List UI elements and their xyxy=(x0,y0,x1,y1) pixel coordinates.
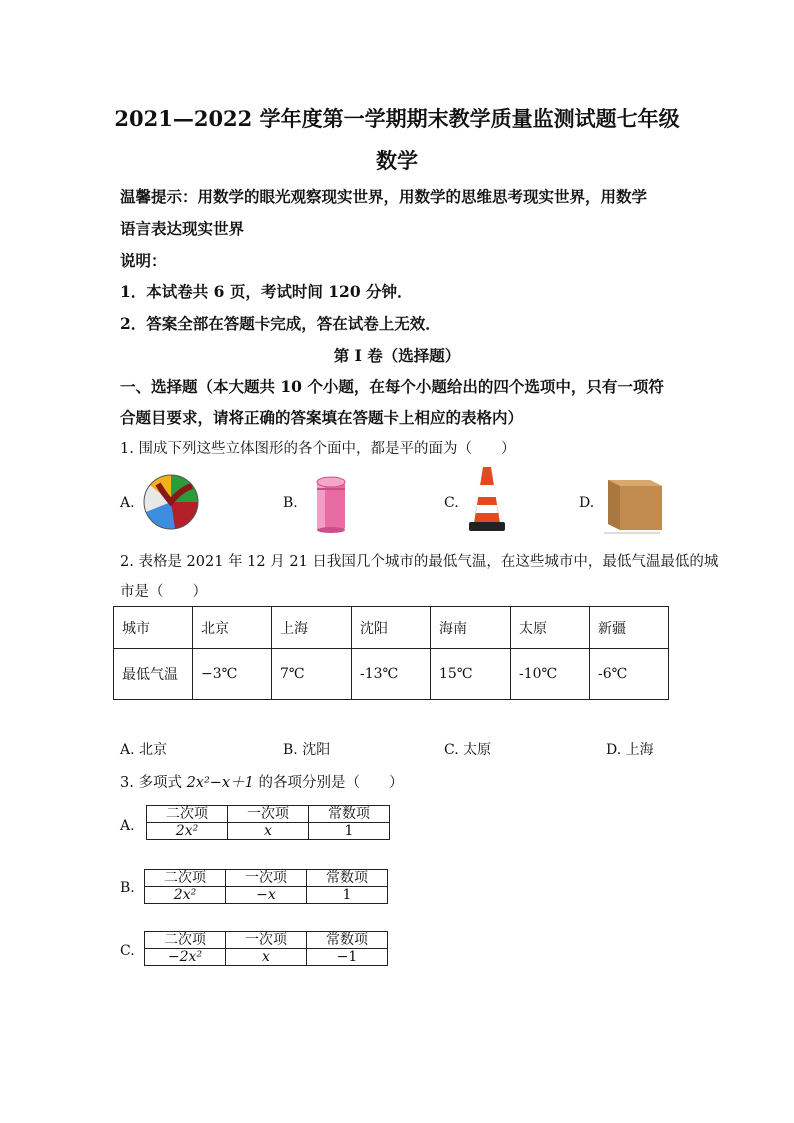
table-cell: 新疆 xyxy=(590,607,669,649)
cardboard-box-icon xyxy=(600,474,664,536)
table-cell: 海南 xyxy=(431,607,511,649)
q3-stem-suffix: 的各项分别是（ ） xyxy=(253,775,404,791)
page-title: 2021—2022 学年度第一学期期末教学质量监测试题七年级 xyxy=(114,106,680,131)
table-cell: 上海 xyxy=(272,607,352,649)
table-row xyxy=(145,932,388,949)
table-row xyxy=(145,949,388,966)
q3-option-a-label: A. xyxy=(120,818,135,834)
q1-option-b-label: B. xyxy=(283,495,298,511)
temperature-table xyxy=(113,606,669,700)
table-cell: x xyxy=(228,823,309,840)
q3-option-c-table xyxy=(144,931,388,966)
table-cell: 二次项 xyxy=(145,932,226,949)
q2-option-b: B. 沈阳 xyxy=(283,742,331,758)
table-cell: -10℃ xyxy=(511,649,590,700)
table-cell: 2x² xyxy=(145,887,226,904)
table-row xyxy=(114,649,669,700)
q2-option-a: A. 北京 xyxy=(120,742,168,758)
pink-cylinder-icon xyxy=(314,474,348,534)
table-cell: 北京 xyxy=(193,607,272,649)
table-cell: −2x² xyxy=(145,949,226,966)
q1-stem: 1. 围成下列这些立体图形的各个面中，都是平的面为（ ） xyxy=(120,441,516,457)
note-label: 说明： xyxy=(120,251,167,270)
table-cell: −x xyxy=(226,887,307,904)
table-cell: -6℃ xyxy=(590,649,669,700)
table-cell: -13℃ xyxy=(352,649,431,700)
q3-stem xyxy=(120,771,403,792)
q3-option-b-label: B. xyxy=(120,880,135,896)
subject-title: 数学 xyxy=(376,148,418,173)
table-cell: 常数项 xyxy=(309,806,390,823)
traffic-cone-icon xyxy=(467,465,507,535)
q1-option-d-label: D. xyxy=(579,495,595,511)
table-cell: 太原 xyxy=(511,607,590,649)
q2-option-d: D. 上海 xyxy=(606,742,654,758)
table-cell: −1 xyxy=(307,949,388,966)
table-row xyxy=(145,887,388,904)
q3-polynomial: 2x²−x＋1 xyxy=(186,775,254,791)
table-cell: 2x² xyxy=(147,823,228,840)
table-cell: 一次项 xyxy=(226,932,307,949)
q3-stem-prefix: 3. 多项式 xyxy=(120,775,187,791)
table-row xyxy=(145,870,388,887)
table-cell: 一次项 xyxy=(226,870,307,887)
table-row xyxy=(147,823,390,840)
part1-heading: 第 I 卷（选择题） xyxy=(333,346,461,365)
table-cell: 常数项 xyxy=(307,870,388,887)
tip-line-2: 语言表达现实世界 xyxy=(120,219,245,238)
section-line-1: 一、选择题（本大题共 10 个小题，在每个小题给出的四个选项中，只有一项符 xyxy=(120,377,664,396)
tip-line-1: 温馨提示：用数学的眼光观察现实世界，用数学的思维思考现实世界，用数学 xyxy=(120,187,648,206)
table-cell: 城市 xyxy=(114,607,193,649)
q3-option-c-label: C. xyxy=(120,943,135,959)
table-cell: 二次项 xyxy=(147,806,228,823)
table-cell: 1 xyxy=(307,887,388,904)
q2-stem-line-1: 2. 表格是 2021 年 12 月 21 日我国几个城市的最低气温，在这些城市中，最低气温最低的城 xyxy=(120,554,719,570)
q2-stem-line-2: 市是（ ） xyxy=(120,584,207,600)
table-cell: −3℃ xyxy=(193,649,272,700)
beach-ball-icon xyxy=(140,472,202,532)
q1-option-c-label: C. xyxy=(444,495,459,511)
q2-option-c: C. 太原 xyxy=(444,742,492,758)
table-cell: 一次项 xyxy=(228,806,309,823)
table-row xyxy=(147,806,390,823)
table-cell: 15℃ xyxy=(431,649,511,700)
q1-option-a-label: A. xyxy=(120,495,135,511)
q3-option-b-table xyxy=(144,869,388,904)
note-2: 2．答案全部在答题卡完成，答在试卷上无效． xyxy=(120,314,441,333)
section-line-2: 合题目要求，请将正确的答案填在答题卡上相应的表格内） xyxy=(120,408,524,427)
table-cell: 1 xyxy=(309,823,390,840)
note-1: 1．本试卷共 6 页，考试时间 120 分钟． xyxy=(120,282,413,301)
table-row xyxy=(114,607,669,649)
table-cell: 7℃ xyxy=(272,649,352,700)
q3-option-a-table xyxy=(146,805,390,840)
table-cell: x xyxy=(226,949,307,966)
table-cell: 二次项 xyxy=(145,870,226,887)
table-cell: 最低气温 xyxy=(114,649,193,700)
table-cell: 常数项 xyxy=(307,932,388,949)
table-cell: 沈阳 xyxy=(352,607,431,649)
